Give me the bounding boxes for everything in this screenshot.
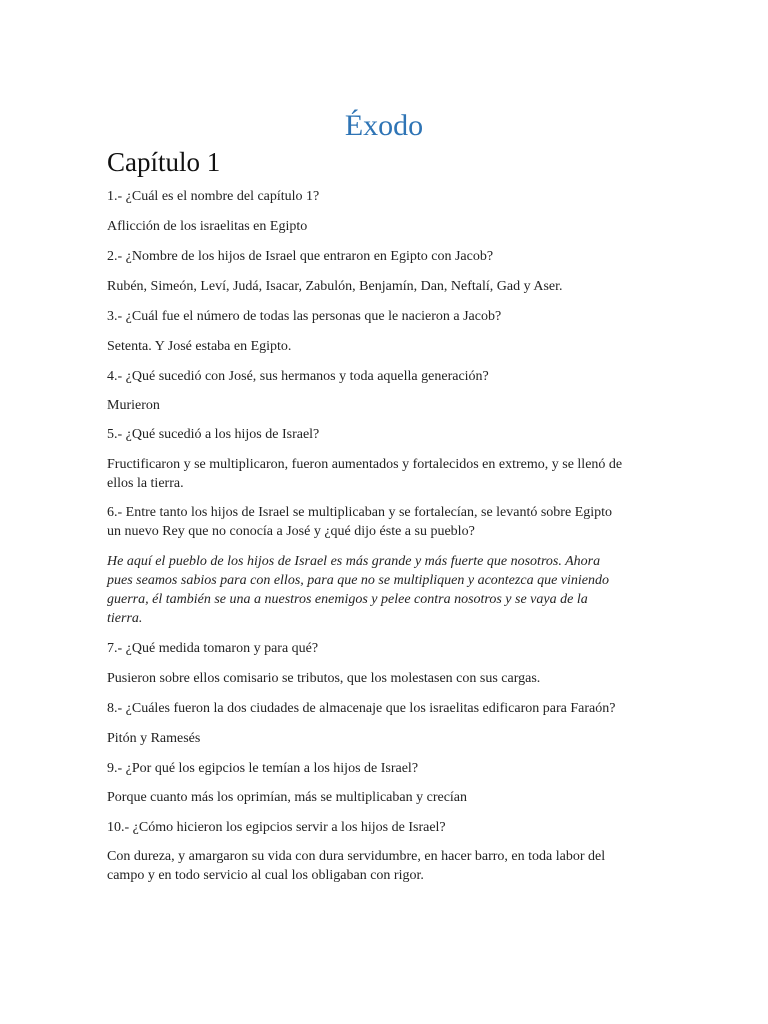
answer-5: Fructificaron y se multiplicaron, fueron aumentados y fortalecidos en extremo, y se llenó de ellos la tierra.: [107, 457, 623, 491]
question-1: 1.- ¿Cuál es el nombre del capítulo 1?: [107, 189, 320, 204]
document-title: Éxodo: [344, 109, 424, 142]
question-4: 4.- ¿Qué sucedió con José, sus hermanos y toda aquella generación?: [107, 369, 489, 384]
question-5: 5.- ¿Qué sucedió a los hijos de Israel?: [107, 427, 320, 442]
answer-8: Pitón y Ramesés: [107, 731, 201, 746]
answer-6: He aquí el pueblo de los hijos de Israel es más grande y más fuerte que nosotros. Ahora pues seamos sabios para con ellos, para que no se multipliquen y acontezca que viniendo guerra, él también se una a nuestros enemigos y pelee contra nosotros y se vaya de la tierra.: [107, 554, 609, 626]
answer-4: Murieron: [107, 398, 160, 413]
answer-10: Con dureza, y amargaron su vida con dura servidumbre, en hacer barro, en toda labor del campo y en todo servicio al cual los obligaban con rigor.: [107, 849, 606, 883]
answer-1: Aflicción de los israelitas en Egipto: [107, 219, 308, 234]
question-10: 10.- ¿Cómo hicieron los egipcios servir a los hijos de Israel?: [107, 820, 446, 835]
answer-9: Porque cuanto más los oprimían, más se multiplicaban y crecían: [107, 790, 468, 805]
question-7: 7.- ¿Qué medida tomaron y para qué?: [107, 641, 319, 656]
answer-3: Setenta. Y José estaba en Egipto.: [107, 339, 292, 354]
answer-2: Rubén, Simeón, Leví, Judá, Isacar, Zabulón, Benjamín, Dan, Neftalí, Gad y Aser.: [107, 279, 563, 294]
question-8: 8.- ¿Cuáles fueron la dos ciudades de almacenaje que los israelitas edificaron para Faraón?: [107, 701, 616, 716]
question-2: 2.- ¿Nombre de los hijos de Israel que entraron en Egipto con Jacob?: [107, 249, 494, 264]
question-9: 9.- ¿Por qué los egipcios le temían a los hijos de Israel?: [107, 761, 419, 776]
question-3: 3.- ¿Cuál fue el número de todas las personas que le nacieron a Jacob?: [107, 309, 502, 324]
question-6: 6.- Entre tanto los hijos de Israel se multiplicaban y se fortalecían, se levantó sobre Egipto un nuevo Rey que no conocía a José y ¿qué dijo éste a su pueblo?: [107, 505, 613, 539]
chapter-heading: Capítulo 1: [107, 147, 221, 177]
answer-7: Pusieron sobre ellos comisario se tributos, que los molestasen con sus cargas.: [107, 671, 541, 686]
